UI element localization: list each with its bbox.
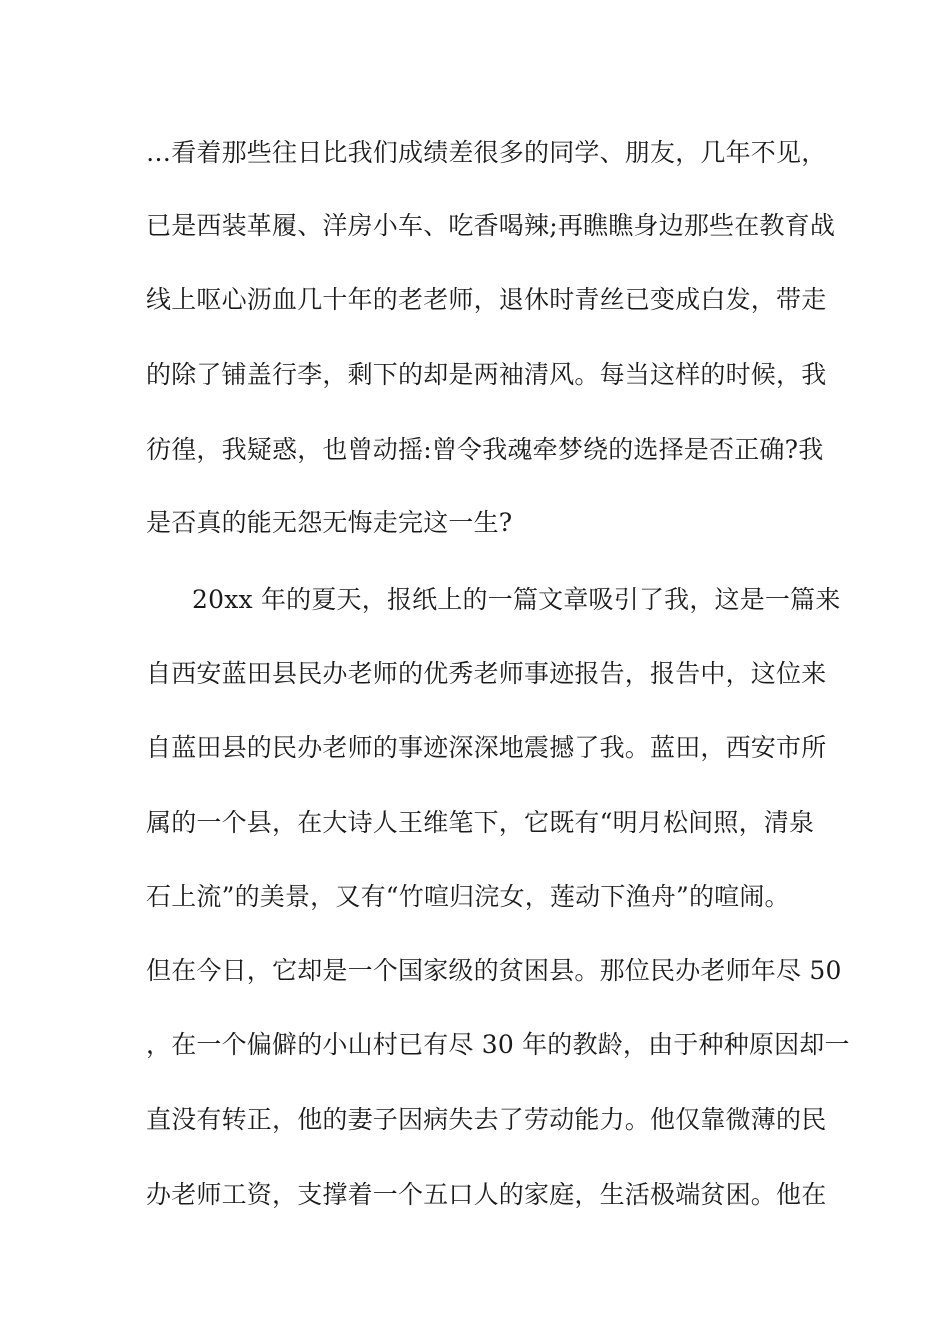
text-line: 属的一个县，在大诗人王维笔下，它既有“明月松间照，清泉 — [146, 808, 815, 837]
text-line: 是否真的能无怨无悔走完这一生? — [146, 508, 513, 537]
text-line: …看着那些往日比我们成绩差很多的同学、朋友，几年不见， — [146, 138, 827, 167]
text-line: 已是西装革履、洋房小车、吃香喝辣;再瞧瞧身边那些在教育战 — [146, 211, 836, 240]
paragraph-first-line: 20xx 年的夏天，报纸上的一篇文章吸引了我，这是一篇来 — [192, 585, 841, 614]
text-line: 彷徨，我疑惑，也曾动摇:曾令我魂牵梦绕的选择是否正确?我 — [146, 435, 824, 464]
text-line: 的除了铺盖行李，剩下的却是两袖清风。每当这样的时候，我 — [146, 360, 827, 389]
text-line: 但在今日，它却是一个国家级的贫困县。那位民办老师年尽 50 — [146, 956, 842, 985]
text-line: 石上流”的美景，又有“竹喧归浣女，莲动下渔舟”的喧闹。 — [146, 882, 790, 911]
text-line: 直没有转正，他的妻子因病失去了劳动能力。他仅靠微薄的民 — [146, 1105, 827, 1134]
text-line: 线上呕心沥血几十年的老老师，退休时青丝已变成白发，带走 — [146, 285, 827, 314]
text-line: 自蓝田县的民办老师的事迹深深地震撼了我。蓝田，西安市所 — [146, 733, 827, 762]
text-line: 办老师工资，支撑着一个五口人的家庭，生活极端贫困。他在 — [146, 1180, 827, 1209]
text-line: 自西安蓝田县民办老师的优秀老师事迹报告，报告中，这位来 — [146, 659, 827, 688]
text-line: ，在一个偏僻的小山村已有尽 30 年的教龄，由于种种原因却一 — [146, 1030, 850, 1059]
